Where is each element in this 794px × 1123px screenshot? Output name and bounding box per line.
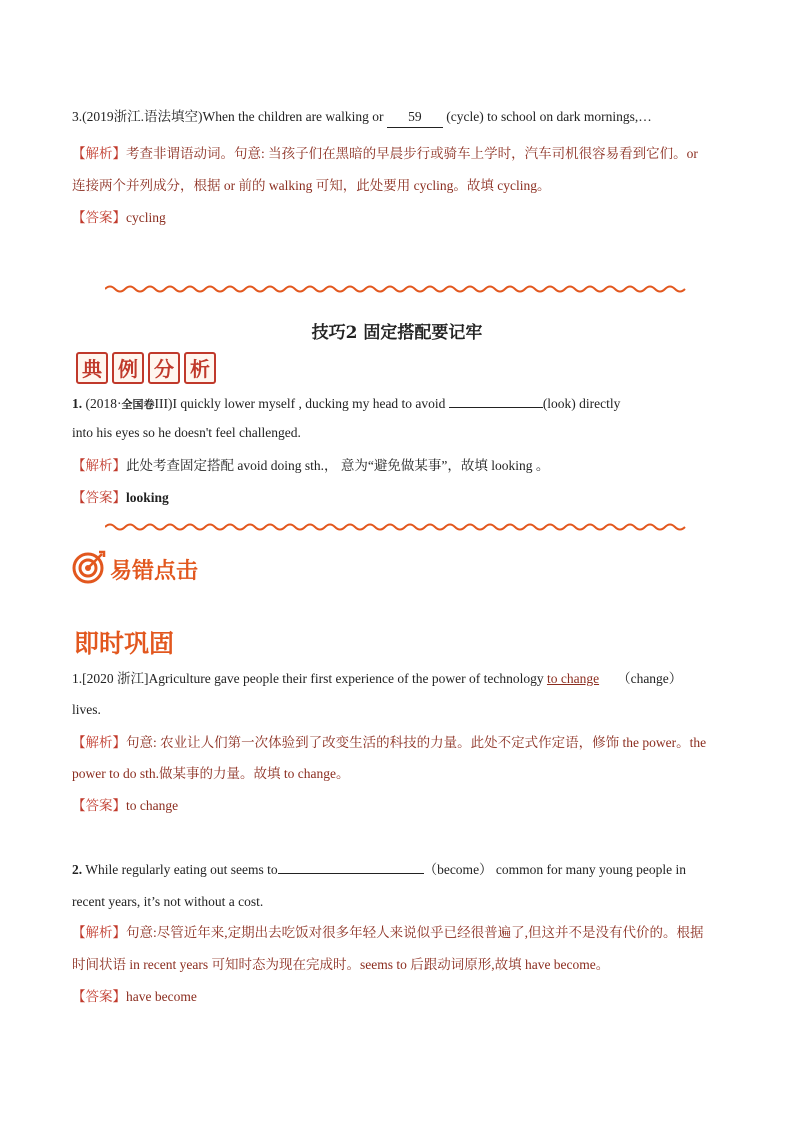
answer-line: 【答案】cycling	[72, 210, 166, 225]
practice-analysis-2-line-1: 【解析】句意:尽管近年来,定期出去吃饭对很多年轻人来说似乎已经很普遍了,但这并不是没有代价的。根据	[72, 925, 704, 940]
practice-answer-2: 【答案】have become	[72, 989, 197, 1004]
wavy-divider	[105, 284, 690, 294]
answer-blank	[449, 407, 543, 408]
stamp-char-2: 例	[112, 352, 144, 384]
answer-blank	[278, 873, 424, 874]
example-answer: 【答案】looking	[72, 490, 169, 505]
question-3: 3.(2019浙江.语法填空)When the children are walking or 59 (cycle) to school on dark mornings,…	[72, 107, 722, 128]
consolidate-heading: 即时巩固	[74, 629, 175, 658]
practice-answer-1: 【答案】to change	[72, 798, 179, 813]
analysis-line-1: 【解析】考查非谓语动词。句意: 当孩子们在黑暗的早晨步行或骑车上学时，汽车司机很容易看到它们。or	[72, 146, 698, 161]
stamp-char-4: 析	[184, 352, 216, 384]
section-title: 技巧2 固定搭配要记牢	[311, 323, 483, 343]
stamp-char-3: 分	[148, 352, 180, 384]
example-question-1-line-2: into his eyes so he doesn't feel challenged.	[72, 425, 301, 440]
practice-question-2-line-2: recent years, it’s not without a cost.	[72, 894, 264, 909]
practice-question-1-line-2: lives.	[72, 702, 101, 717]
answer-blank-filled: to change	[546, 671, 600, 686]
wavy-divider	[105, 522, 690, 532]
practice-analysis-1-line-2: power to do sth.做某事的力量。故填 to change。	[72, 766, 350, 781]
mistakes-heading: 易错点击	[110, 559, 199, 584]
example-analysis: 【解析】此处考查固定搭配 avoid doing sth.， 意为“避免做某事”，故填 looking 。	[72, 458, 550, 473]
stamp-char-1: 典	[76, 352, 108, 384]
practice-analysis-2-line-2: 时间状语 in recent years 可知时态为现在完成时。seems to 后跟动词原形,故填 have become。	[72, 957, 610, 972]
analysis-line-2: 连接两个并列成分，根据 or 前的 walking 可知，此处要用 cycling。故填 cycling。	[72, 178, 551, 193]
example-question-1: 1. (2018·全国卷III)I quickly lower myself , ducking my head to avoid (look) directly	[72, 396, 621, 411]
practice-question-2: 2. While regularly eating out seems to （become） common for many young people in	[72, 862, 687, 877]
answer-blank-59: 59	[387, 107, 443, 128]
practice-question-1: 1.[2020 浙江]Agriculture gave people their first experience of the power of technology to change （change）	[72, 671, 683, 686]
target-icon	[72, 550, 106, 584]
practice-analysis-1-line-1: 【解析】句意: 农业让人们第一次体验到了改变生活的科技的力量。此处不定式作定语，修饰 the power。the	[72, 735, 707, 750]
